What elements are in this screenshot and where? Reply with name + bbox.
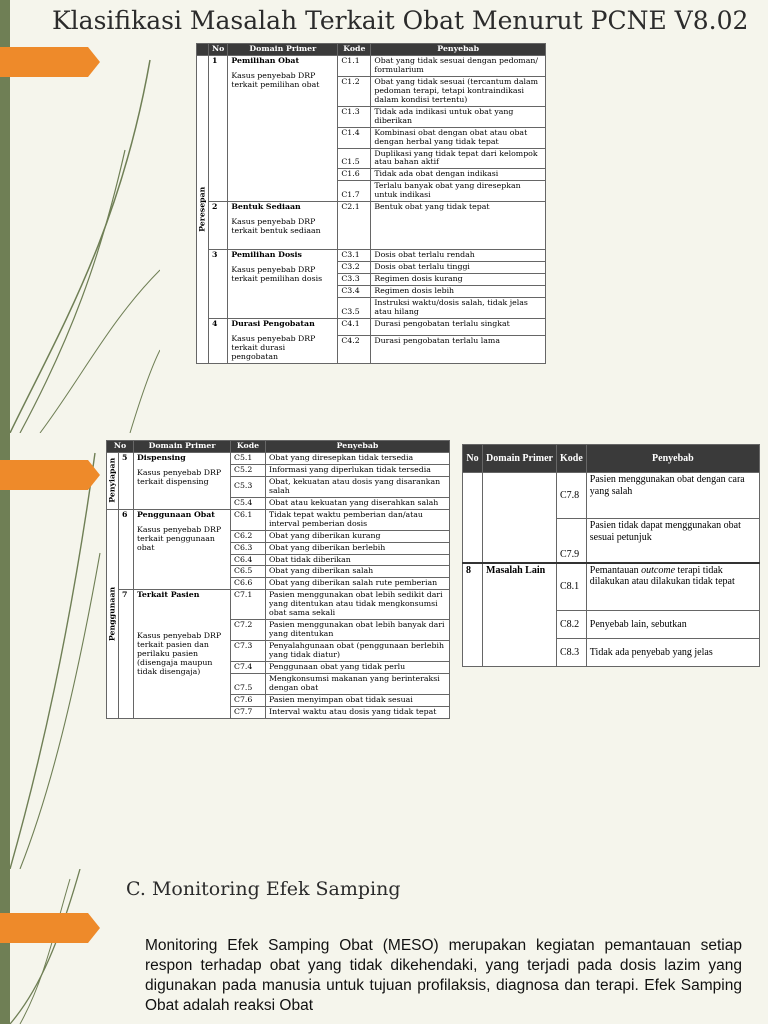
code-cell: C7.4 [231,662,266,674]
cause-cell: Obat atau kekuatan yang diserahkan salah [266,497,450,509]
cause-cell: Tidak tepat waktu pemberian dan/atau interval pemberian dosis [266,509,450,530]
cause-cell: Regimen dosis lebih [371,286,546,298]
header-cell: No [209,44,228,56]
code-cell: C7.1 [231,590,266,620]
table-row [197,319,546,336]
code-cell: C7.6 [231,694,266,706]
cause-cell: Obat yang diberikan kurang [266,530,450,542]
cause-cell: Obat yang diberikan salah rute pemberian [266,578,450,590]
domain-no: 3 [209,250,228,319]
domain-no: 4 [209,319,228,364]
code-cell: C7.5 [231,674,266,695]
header-cell: No [107,441,134,453]
code-cell: C5.4 [231,497,266,509]
domain-desc: Kasus penyebab DRP terkait dispensing [137,467,222,486]
cause-cell: Dosis obat terlalu rendah [371,250,546,262]
domain-cell [483,473,557,563]
code-cell: C3.5 [338,298,371,319]
cause-cell: Obat yang diberikan berlebih [266,542,450,554]
pcne-table-2 [106,440,450,719]
code-cell: C6.3 [231,542,266,554]
table-row [107,509,450,530]
domain-name: Terkait Pasien [137,590,200,600]
cause-text: Pemantauan [589,564,642,576]
table-header-row [107,441,450,453]
header-cell [197,44,209,56]
domain-name: Dispensing [137,452,186,462]
domain-desc: Kasus penyebab DRP terkait bentuk sediaan [231,217,321,236]
table-row [197,202,546,250]
header-cell: No [463,445,483,473]
domain-cell [134,509,231,590]
domain-name: Durasi Pengobatan [231,319,315,329]
cause-cell: Penyebab lain, sebutkan [586,611,759,639]
code-cell: C1.2 [338,76,371,106]
table-row [463,563,760,611]
pcne-table-3 [462,444,760,667]
domain-no: 1 [209,55,228,201]
cause-cell: Pasien menggunakan obat lebih banyak dari yang ditentukan [266,620,450,641]
cause-cell: Informasi yang diperlukan tidak tersedia [266,464,450,476]
cause-cell: Pasien tidak dapat menggunakan obat sesuai petunjuk [586,519,759,563]
domain-no [463,473,483,563]
code-cell: C6.4 [231,554,266,566]
header-cell: Domain Primer [228,44,338,56]
domain-cell [228,250,338,319]
header-cell: Kode [338,44,371,56]
cause-cell: Mengkonsumsi makanan yang berinteraksi dengan obat [266,674,450,695]
code-cell: C7.9 [557,519,587,563]
cause-cell: Penyalahgunaan obat (penggunaan berlebih yang tidak diatur) [266,641,450,662]
code-cell: C6.1 [231,509,266,530]
cause-cell: Interval waktu atau dosis yang tidak tepat [266,706,450,718]
header-cell: Domain Primer [134,441,231,453]
group-label: Penyiapan [107,452,119,509]
domain-desc: Kasus penyebab DRP terkait penggunaan obat [137,524,222,552]
slide-1 [0,0,768,433]
pcne-table-1 [196,43,546,364]
domain-cell [134,452,231,509]
code-cell: C1.7 [338,181,371,202]
cause-cell: Duplikasi yang tidak tepat dari kelompok atau bahan aktif [371,148,546,169]
group-label: Penggunaan [107,509,119,718]
cause-cell: Tidak ada indikasi untuk obat yang diberikan [371,106,546,127]
table-header-row [463,445,760,473]
cause-text-emphasis: outcome [641,564,676,576]
leaf-decoration-icon [0,433,110,869]
domain-cell [228,319,338,364]
header-cell: Penyebab [371,44,546,56]
cause-cell: Penggunaan obat yang tidak perlu [266,662,450,674]
domain-name: Pemilihan Dosis [231,250,302,260]
table-row [463,473,760,519]
orange-arrow-marker-icon [0,47,100,77]
code-cell: C4.1 [338,319,371,336]
code-cell: C1.1 [338,55,371,76]
domain-name: Masalah Lain [483,563,557,667]
cause-cell: Obat yang diberikan salah [266,566,450,578]
code-cell: C7.7 [231,706,266,718]
domain-desc: Kasus penyebab DRP terkait pemilihan obat [231,70,320,89]
code-cell: C5.2 [231,464,266,476]
cause-text: terapi tidak dilakukan atau dilakukan tidak tepat [589,564,735,587]
code-cell: C6.6 [231,578,266,590]
code-cell: C3.3 [338,274,371,286]
slide-title: Klasifikasi Masalah Terkait Obat Menurut PCNE V8.02 [52,6,749,35]
domain-name: Penggunaan Obat [137,509,215,519]
table-row [107,452,450,464]
code-cell: C6.2 [231,530,266,542]
domain-desc: Kasus penyebab DRP terkait pemilihan dosis [231,265,323,284]
code-cell: C1.3 [338,106,371,127]
cause-cell [586,563,759,611]
domain-no: 2 [209,202,228,250]
leaf-decoration-icon [0,869,110,1024]
header-cell: Kode [231,441,266,453]
code-cell: C1.5 [338,148,371,169]
cause-cell: Obat yang tidak sesuai dengan pedoman/ formularium [371,55,546,76]
cause-cell: Instruksi waktu/dosis salah, tidak jelas atau hilang [371,298,546,319]
domain-no: 5 [119,452,134,509]
cause-cell: Obat yang tidak sesuai (tercantum dalam pedoman terapi, tetapi kontraindikasi dalam kondisi tertentu) [371,76,546,106]
cause-cell: Regimen dosis kurang [371,274,546,286]
code-cell: C5.3 [231,476,266,497]
cause-cell: Tidak ada obat dengan indikasi [371,169,546,181]
cause-cell: Obat yang diresepkan tidak tersedia [266,452,450,464]
code-cell: C8.2 [557,611,587,639]
code-cell: C3.4 [338,286,371,298]
code-cell: C8.1 [557,563,587,611]
domain-cell [134,590,231,718]
code-cell: C5.1 [231,452,266,464]
code-cell: C1.4 [338,127,371,148]
header-cell: Penyebab [266,441,450,453]
code-cell: C4.2 [338,335,371,363]
code-cell: C3.1 [338,250,371,262]
cause-cell: Bentuk obat yang tidak tepat [371,202,546,250]
domain-name: Pemilihan Obat [231,55,300,65]
domain-cell [228,55,338,201]
cause-cell: Pasien menyimpan obat tidak sesuai [266,694,450,706]
code-cell: C7.2 [231,620,266,641]
section-subtitle: C. Monitoring Efek Samping [126,878,401,900]
domain-no: 6 [119,509,134,590]
header-cell: Domain Primer [483,445,557,473]
code-cell: C2.1 [338,202,371,250]
domain-no: 7 [119,590,134,718]
header-cell: Kode [557,445,587,473]
header-cell: Penyebab [586,445,759,473]
cause-cell: Pasien menggunakan obat dengan cara yang salah [586,473,759,519]
code-cell: C1.6 [338,169,371,181]
domain-desc: Kasus penyebab DRP terkait durasi pengobatan [231,333,316,361]
domain-no: 8 [463,563,483,667]
code-cell: C8.3 [557,639,587,667]
code-cell: C3.2 [338,262,371,274]
cause-cell: Dosis obat terlalu tinggi [371,262,546,274]
domain-desc: Kasus penyebab DRP terkait pasien dan perilaku pasien (disengaja maupun tidak disengaja) [137,631,222,677]
domain-cell [228,202,338,250]
code-cell: C7.8 [557,473,587,519]
cause-cell: Terlalu banyak obat yang diresepkan untuk indikasi [371,181,546,202]
code-cell: C6.5 [231,566,266,578]
table-row [197,55,546,76]
orange-arrow-marker-icon [0,460,100,490]
group-label: Peresepan [197,55,209,363]
cause-cell: Kombinasi obat dengan obat atau obat dengan herbal yang tidak tepat [371,127,546,148]
cause-cell: Tidak ada penyebab yang jelas [586,639,759,667]
body-paragraph: Monitoring Efek Samping Obat (MESO) merupakan kegiatan pemantauan setiap respon terhadap obat yang tidak dikehendaki, yang terjadi pada dosis lazim yang digunakan pada manusia untuk tujuan profilaksis, diagnosa dan terapi. Efek Samping Obat adalah reaksi Obat [145,937,742,1014]
cause-cell: Pasien menggunakan obat lebih sedikit dari yang ditentukan atau tidak mengkonsumsi obat sama sekali [266,590,450,620]
domain-name: Bentuk Sediaan [231,202,301,212]
table-row [107,590,450,620]
cause-cell: Durasi pengobatan terlalu singkat [371,319,546,336]
cause-cell: Obat tidak diberikan [266,554,450,566]
orange-arrow-marker-icon [0,913,100,943]
table-row [197,250,546,262]
cause-cell: Durasi pengobatan terlalu lama [371,335,546,363]
cause-cell: Obat, kekuatan atau dosis yang disarankan salah [266,476,450,497]
code-cell: C7.3 [231,641,266,662]
table-header-row [197,44,546,56]
